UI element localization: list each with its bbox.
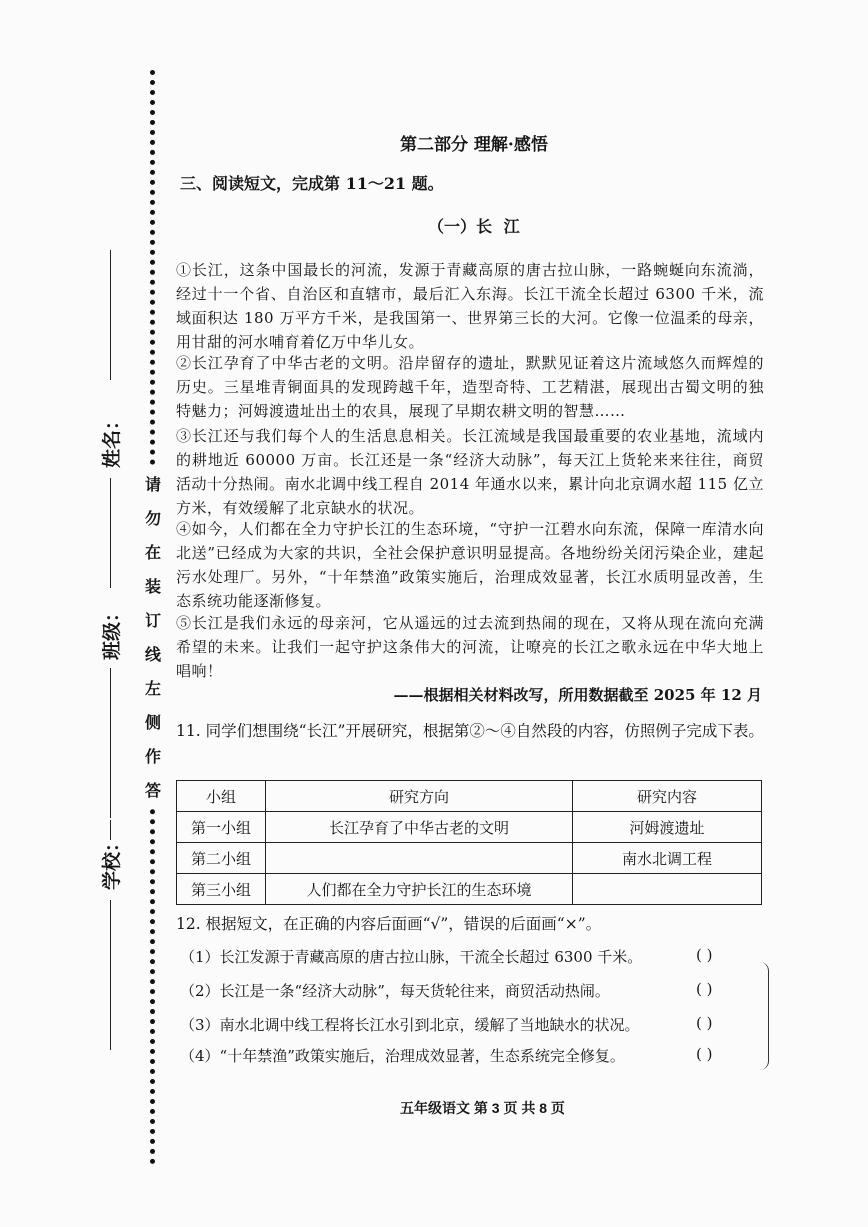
table-cell: 第二小组: [177, 843, 266, 874]
margin-scribble: [760, 962, 769, 1070]
warning-char: 装: [144, 577, 161, 596]
table-header: 小组: [177, 781, 266, 812]
paragraph-4: ④如今，人们都在全力守护长江的生态环境，“守护一江碧水向东流，保障一库清水向北送”已经成为大家的共识，全社会保护意识明显提高。各地纷纷关闭污染企业，建起污水处理厂。另外，“十年禁渔”政策实施后，治理成效显著，长江水质明显改善，生态系统功能逐渐修复。: [176, 520, 764, 610]
page-footer: 五年级语文 第 3 页 共 8 页: [400, 1100, 565, 1116]
name-blank-line-2: [110, 478, 111, 588]
warning-char: 作: [144, 747, 161, 766]
paragraph-2: ②长江孕育了中华古老的文明。沿岸留存的遗址，默默见证着这片流域悠久而辉煌的历史。三星堆青铜面具的发现跨越千年，造型奇特、工艺精湛，展现出古蜀文明的独特魅力；河姆渡遗址出土的农具，展现了早期农耕文明的智慧……: [176, 354, 764, 420]
warning-char: 勿: [144, 509, 161, 528]
question-header: 三、阅读短文，完成第 11～21 题。: [180, 174, 444, 193]
class-label: 班级：: [101, 602, 124, 661]
warning-char: 左: [144, 679, 161, 698]
passage-title: （一）长 江: [428, 217, 520, 236]
school-blank-line: [110, 900, 111, 1050]
warning-char: 请: [144, 475, 161, 494]
answer-blank-cell[interactable]: [266, 843, 573, 874]
warning-char: 在: [144, 543, 161, 562]
question-11: 11. 同学们想围绕“长江”开展研究，根据第②～④自然段的内容，仿照例子完成下表。: [176, 722, 764, 740]
warning-char: 侧: [144, 713, 161, 732]
table-header: 研究内容: [573, 781, 762, 812]
question-12: 12. 根据短文，在正确的内容后面画“√”，错误的后面画“×”。: [176, 915, 602, 933]
section-title: 第二部分 理解·感悟: [400, 135, 548, 155]
table-cell: 第三小组: [177, 874, 266, 905]
table-row: [177, 843, 762, 874]
judge-item-3: （3）南水北调中线工程将长江水引到北京，缓解了当地缺水的状况。: [180, 1016, 640, 1034]
table-cell: 长江孕育了中华古老的文明: [266, 812, 573, 843]
table-cell: 人们都在全力守护长江的生态环境: [266, 874, 573, 905]
judge-item-1: （1）长江发源于青藏高原的唐古拉山脉，干流全长超过 6300 千米。: [180, 948, 643, 966]
table-cell: 南水北调工程: [573, 843, 762, 874]
paragraph-5: ⑤长江是我们永远的母亲河，它从遥远的过去流到热闹的现在，又将从现在流向充满希望的未来。让我们一起守护这条伟大的河流，让嘹亮的长江之歌永远在中华大地上唱响！: [176, 614, 764, 680]
table-header-row: [177, 781, 762, 812]
table-header: 研究方向: [266, 781, 573, 812]
judge-item-2: （2）长江是一条“经济大动脉”，每天货轮往来，商贸活动热闹。: [180, 982, 610, 1000]
passage-source: ——根据相关材料改写，所用数据截至 2025 年 12 月: [393, 686, 762, 704]
name-label: 姓名：: [101, 410, 124, 469]
binding-warning: [142, 468, 164, 808]
table-cell: 第一小组: [177, 812, 266, 843]
judge-item-4: （4）“十年禁渔”政策实施后，治理成效显著，生态系统完全修复。: [180, 1047, 625, 1065]
paragraph-3: ③长江还与我们每个人的生活息息相关。长江流域是我国最重要的农业基地，流域内的耕地近 60000 万亩。长江还是一条“经济大动脉”，每天江上货轮来来往往，商贸活动十分热闹。南水北调中线工程自 2014 年通水以来，累计向北京调水超 115 亿立方米，有效缓解了北京缺水的状况。: [176, 427, 764, 517]
warning-char: 线: [144, 645, 161, 664]
paragraph-1: ①长江，这条中国最长的河流，发源于青藏高原的唐古拉山脉，一路蜿蜒向东流淌，经过十一个省、自治区和直辖市，最后汇入东海。长江干流全长超过 6300 千米，流域面积达 180 万平方千米，是我国第一、世界第三长的大河。它像一位温柔的母亲，用甘甜的河水哺育着亿万中华儿女。: [176, 261, 764, 351]
warning-char: 答: [144, 781, 161, 800]
answer-paren-1[interactable]: ( ): [696, 946, 713, 964]
school-label: 学校：: [101, 832, 124, 891]
class-blank-line: [110, 668, 111, 818]
answer-paren-4[interactable]: ( ): [696, 1045, 713, 1063]
answer-paren-3[interactable]: ( ): [696, 1014, 713, 1032]
table-cell: 河姆渡遗址: [573, 812, 762, 843]
research-table: [176, 780, 762, 905]
answer-blank-cell[interactable]: [573, 874, 762, 905]
name-blank-line: [110, 250, 111, 380]
table-row: [177, 812, 762, 843]
answer-paren-2[interactable]: ( ): [696, 980, 713, 998]
warning-char: 订: [144, 611, 161, 630]
table-row: [177, 874, 762, 905]
